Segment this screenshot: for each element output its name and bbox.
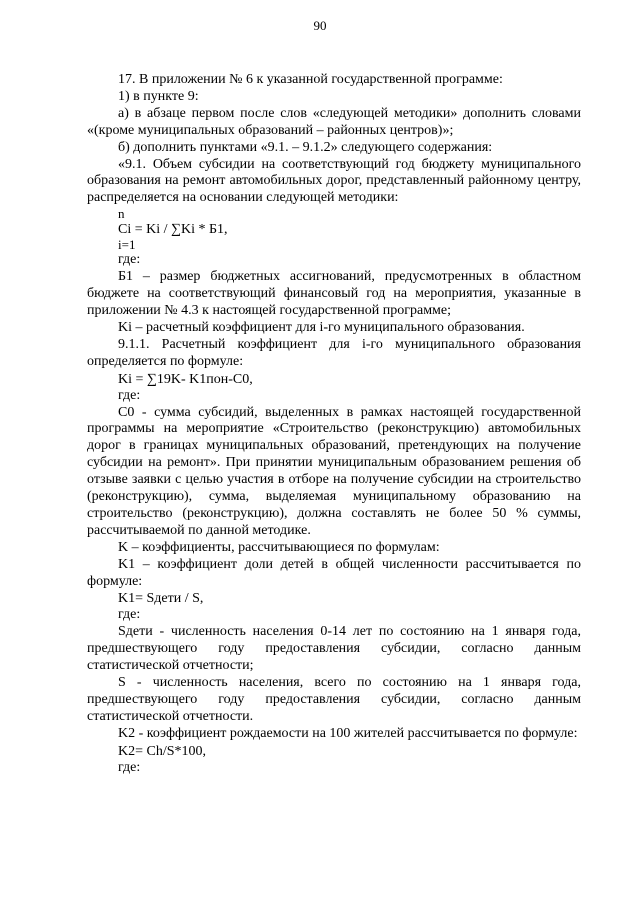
formula-k1: K1= Sдети / S, [118,591,204,607]
document-body [87,72,581,777]
paragraph: C0 - сумма субсидий, выделенных в рамках настоящей государственной программы на мероприятие «Строительство (реконструкцию) автомобильных дорог в границах муниципальных образований, претендующих на получение субсидии на ремонт». При принятии муниципальным образованием решения об отзыве заявки с целью участия в отборе на получение субсидии на строительство (реконструкцию), сумма, выделяемая муниципальному образованию на строительство (реконструкцию), должна составлять не более 50 % суммы, рассчитываемой по данной методике. [87,404,581,538]
paragraph: 17. В приложении № 6 к указанной государственной программе: [118,72,503,87]
paragraph: 1) в пункте 9: [118,88,199,104]
page-number: 90 [313,18,327,33]
paragraph: Sдети - численность населения 0-14 лет по состоянию на 1 января года, предшествующего году предоставления субсидии, согласно данным статистической отчетности; [87,624,581,674]
formula-k2: K2= Ch/S*100, [118,743,207,759]
sum-upper-limit: n [118,206,125,222]
paragraph: K – коэффициенты, рассчитывающиеся по формулам: [118,539,440,555]
paragraph: Ki – расчетный коэффициент для i-го муниципального образования. [118,319,525,335]
paragraph: б) дополнить пунктами «9.1. – 9.1.2» следующего содержания: [118,139,493,155]
where-label: где: [118,759,141,775]
formula-ki: Ki = ∑19K- K1пон-C0, [118,371,253,387]
where-label: где: [118,387,141,403]
paragraph: а) в абзаце первом после слов «следующей методики» дополнить словами «(кроме муниципальных образований – районных центров)»; [87,105,581,138]
where-label: где: [118,252,141,268]
paragraph: 9.1.1. Расчетный коэффициент для i-го муниципального образования определяется по формуле: [87,336,581,369]
paragraph: «9.1. Объем субсидии на соответствующий год бюджету муниципального образования на ремонт автомобильных дорог, представленный районному центру, распределяется на основании следующей методики: [87,156,581,206]
paragraph: S - численность населения, всего по состоянию на 1 января года, предшествующего году предоставления субсидии, согласно данным статистической отчетности. [87,675,581,724]
paragraph: K1 – коэффициент доли детей в общей численности рассчитывается по формуле: [87,556,581,589]
paragraph: Б1 – размер бюджетных ассигнований, предусмотренных в областном бюджете на соответствующий финансовый год на мероприятия, указанные в приложении № 4.3 к настоящей государственной программе; [87,269,581,318]
formula-text: Ci = Ki / ∑Ki * Б1, [118,222,228,238]
formula-ci [87,207,581,252]
where-label: где: [118,607,141,623]
sum-lower-limit: i=1 [118,237,136,253]
paragraph: K2 - коэффициент рождаемости на 100 жителей рассчитывается по формуле: [118,725,578,741]
